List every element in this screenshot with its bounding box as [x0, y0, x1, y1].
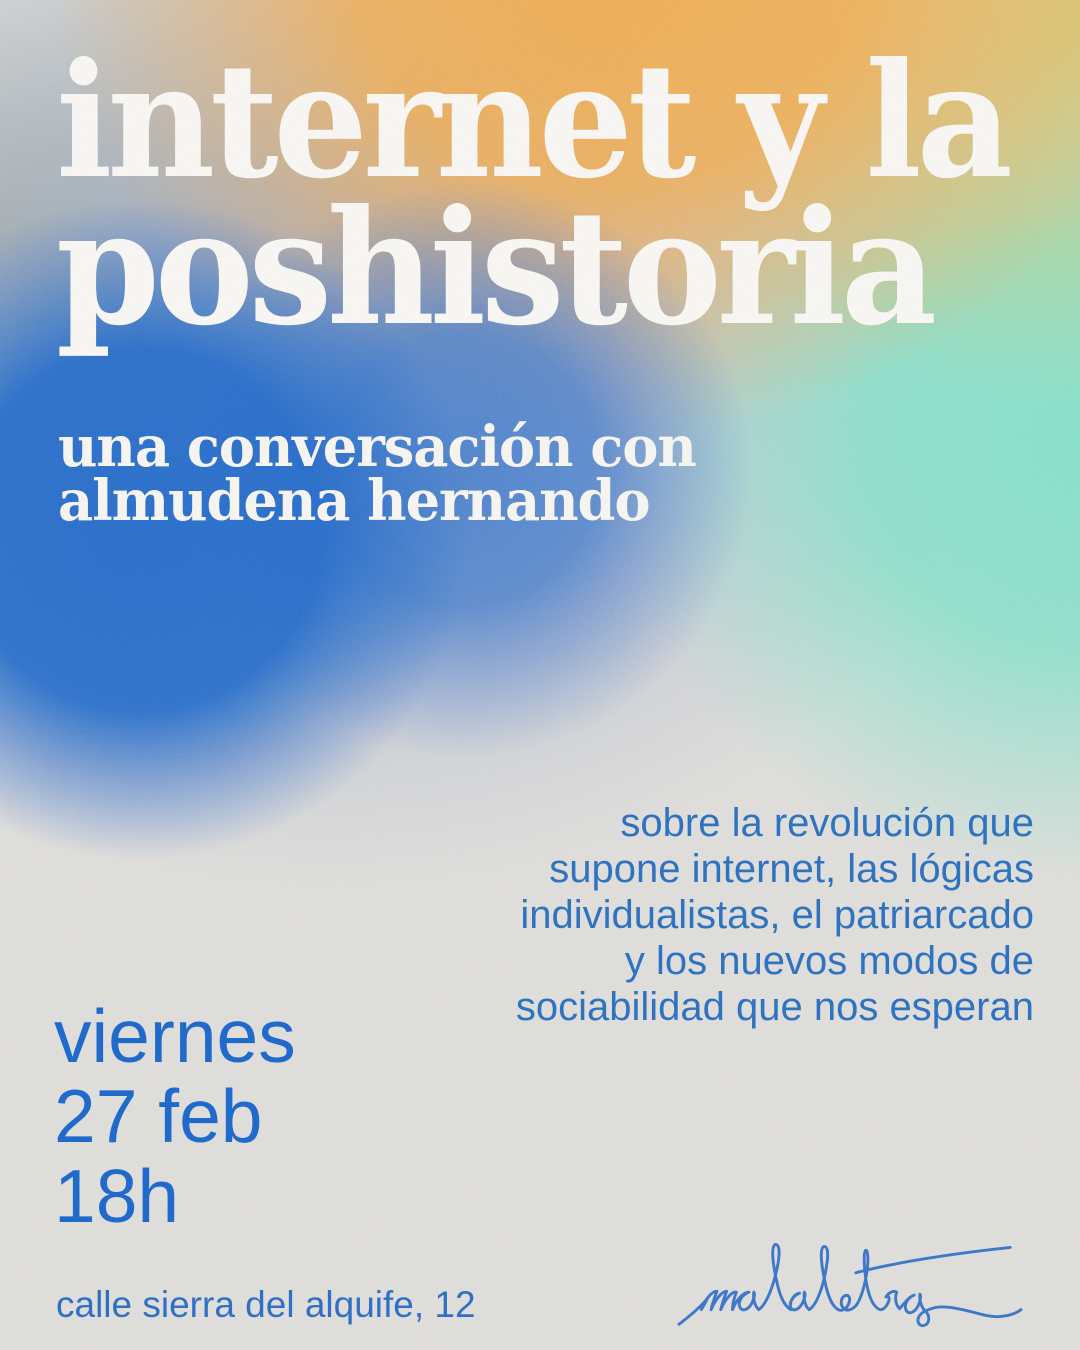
- subtitle-line-1: una conversación con: [58, 414, 696, 480]
- description-line: y los nuevos modos de: [624, 939, 1034, 983]
- poster-subtitle: [58, 414, 696, 534]
- description-line: supone internet, las lógicas: [549, 847, 1034, 891]
- description-line: individualistas, el patriarcado: [520, 893, 1034, 937]
- event-day: viernes: [54, 994, 296, 1078]
- event-address: calle sierra del alquife, 12: [56, 1284, 476, 1325]
- malaletra-logo: [668, 1230, 1032, 1332]
- malaletra-signature-icon: [668, 1230, 1032, 1332]
- poster-title: [56, 29, 1008, 361]
- title-line-2: poshistoria: [56, 176, 932, 361]
- description-line: sobre la revolución que: [620, 801, 1034, 845]
- event-datetime: [54, 996, 296, 1236]
- subtitle-line-2: almudena hernando: [58, 468, 650, 534]
- event-time: 18h: [54, 1154, 180, 1238]
- event-date: 27 feb: [54, 1074, 263, 1158]
- title-line-1: internet y la: [56, 29, 1008, 214]
- description-line: sociabilidad que nos esperan: [515, 985, 1034, 1029]
- event-description: [516, 800, 1034, 1030]
